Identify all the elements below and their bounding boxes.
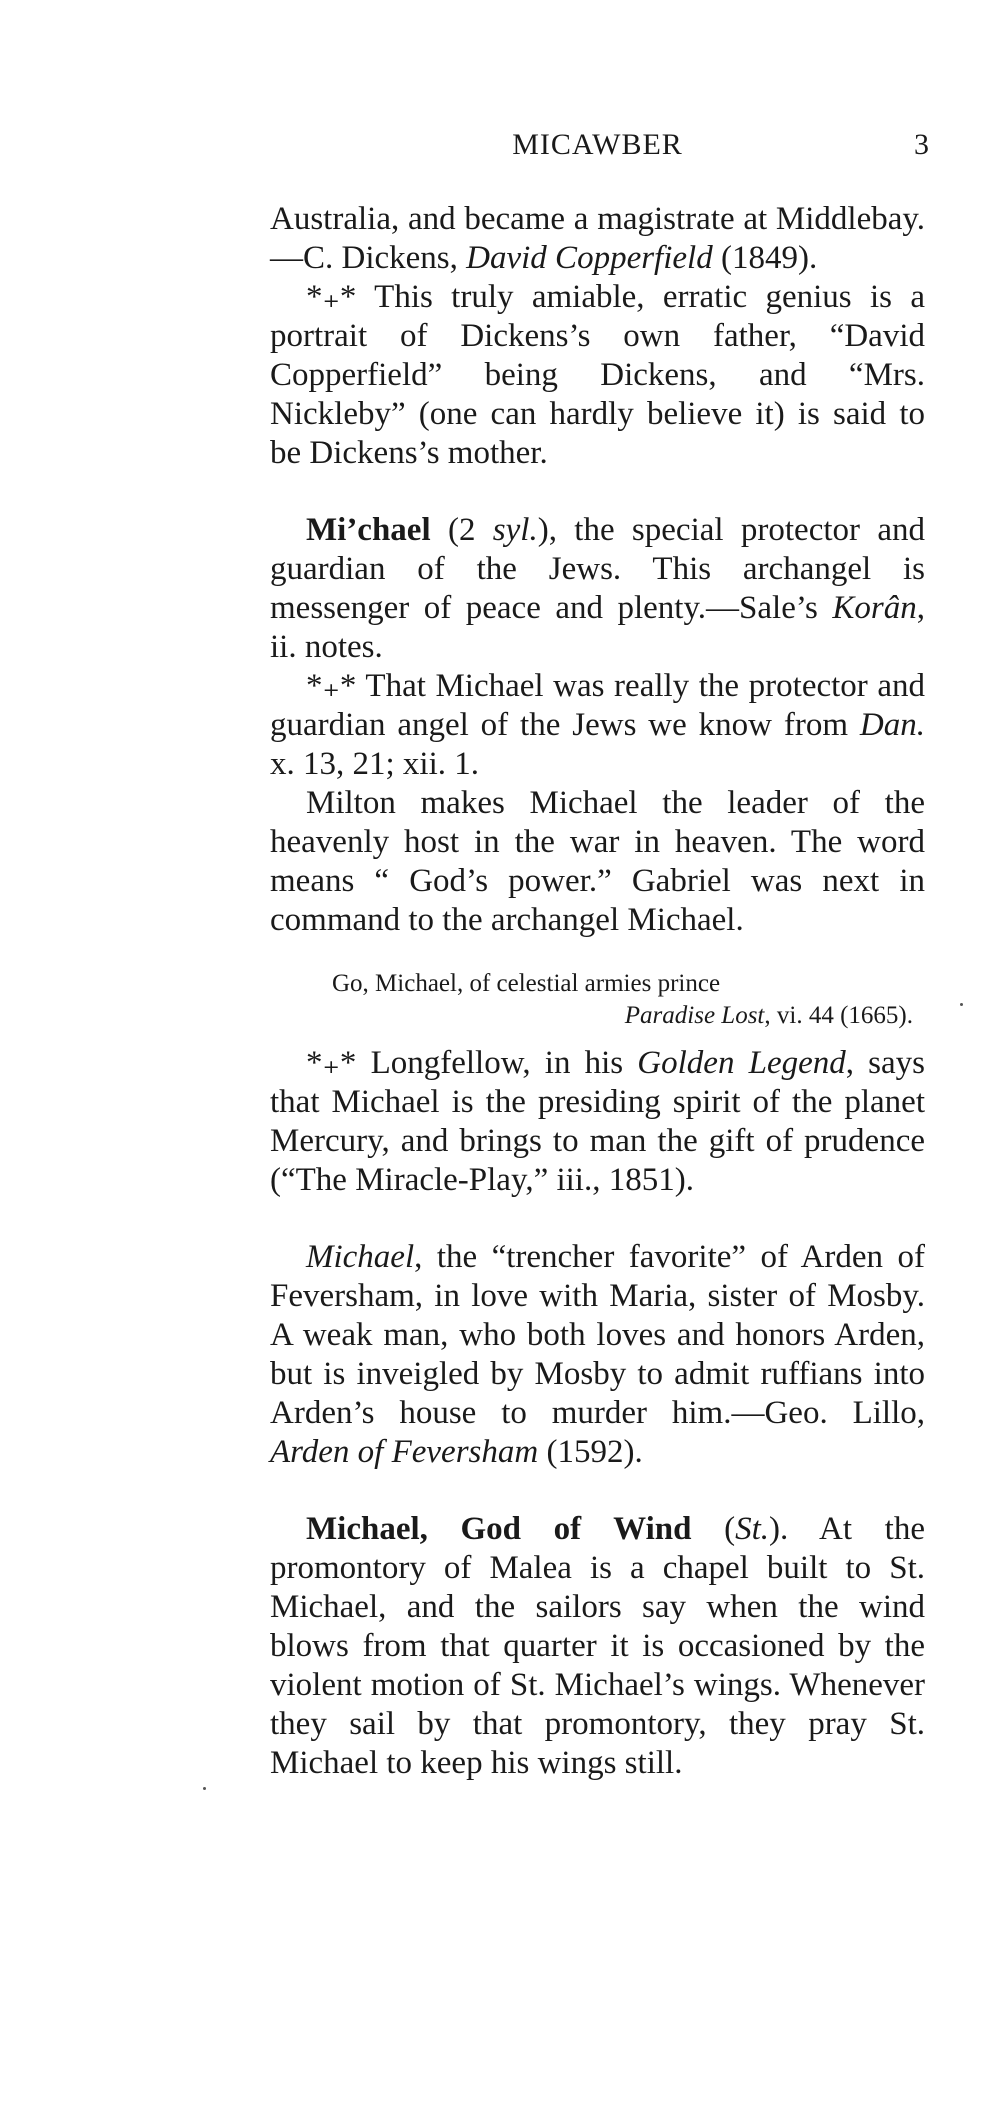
koran-title: Korân xyxy=(832,590,917,626)
michael-note-2-text-b: , says that Michael is the presiding spirit of the planet Mercury, and brings to man the gift of prudence (“The Miracle-Play,” iii., 1851). xyxy=(270,1045,925,1198)
syl-open: (2 xyxy=(430,512,493,548)
quote-line: Go, Michael, of celestial armies prince xyxy=(332,970,721,997)
headword-michael-arden: Michael xyxy=(306,1239,415,1275)
arden-work-title: Arden of Feversham xyxy=(270,1434,539,1470)
note-asterism: *₊* xyxy=(306,1045,371,1081)
syl-close: ), xyxy=(537,512,557,548)
paradise-lost-title: Paradise Lost xyxy=(624,1002,765,1029)
entry-michael-god-of-wind xyxy=(270,1510,925,1783)
daniel-ref: Dan. xyxy=(859,707,925,743)
syl-label: syl. xyxy=(492,512,538,548)
page-number: 3 xyxy=(914,128,929,161)
koran-ref: , ii. notes. xyxy=(270,590,925,665)
michael-milton-text: Milton makes Michael the leader of the heavenly host in the war in heaven. The word means “ God’s power.” Gabriel was next in command to the archangel Michael. xyxy=(270,785,925,938)
michael-note-1-text-a: That Michael was really the protector and guardian angel of the Jews we know from xyxy=(270,668,925,743)
entry-michael xyxy=(270,511,925,667)
quote-citation xyxy=(270,1000,925,1032)
michael-note-2 xyxy=(270,1044,925,1200)
entry-michael-arden xyxy=(270,1238,925,1472)
block-quote xyxy=(270,968,925,1032)
micawber-work-title: David Copperfield xyxy=(466,240,713,276)
st-close: ). xyxy=(769,1511,789,1547)
micawber-continuation xyxy=(270,200,925,278)
micawber-year: (1849). xyxy=(712,240,818,276)
page-body xyxy=(270,200,925,1783)
ink-speck xyxy=(203,1787,206,1790)
golden-legend-title: Golden Legend xyxy=(637,1045,846,1081)
running-head-title: MICAWBER xyxy=(512,128,683,161)
michael-wind-text: At the promontory of Malea is a chapel built to St. Michael, and the sailors say when the wind blows from that quarter it is occasioned by the violent motion of St. Michael’s wings. Whenever they sail by that promontory, they pray St. Michael to keep his wings still. xyxy=(270,1511,925,1781)
st-open: ( xyxy=(691,1511,736,1547)
michael-note-2-text-a: Longfellow, in his xyxy=(370,1045,638,1081)
michael-note-1-text-b: x. 13, 21; xii. 1. xyxy=(270,746,480,782)
headword-michael: Mi’chael xyxy=(306,512,431,548)
micawber-text: Australia, and became a magistrate at Middlebay.—C. Dickens, xyxy=(270,201,925,276)
headword-michael-god-of-wind: Michael, God of Wind xyxy=(306,1511,692,1547)
ink-speck xyxy=(960,1003,963,1006)
micawber-note xyxy=(270,278,925,473)
quote-reference: , vi. 44 (1665). xyxy=(764,1002,913,1029)
michael-note-1 xyxy=(270,667,925,784)
note-asterism: *₊* xyxy=(306,279,375,315)
arden-year: (1592). xyxy=(538,1434,643,1470)
note-asterism: *₊* xyxy=(306,668,366,704)
michael-definition: the special protector and guardian of the Jews. This archangel is messenger of peace and plenty.—Sale’s xyxy=(270,512,925,626)
running-head xyxy=(270,128,929,172)
michael-milton-paragraph xyxy=(270,784,925,940)
st-label: St. xyxy=(735,1511,769,1547)
micawber-note-text: This truly amiable, erratic genius is a portrait of Dickens’s own father, “David Copperfield” being Dickens, and “Mrs. Nickleby” (one can hardly believe it) is said to be Dickens’s mother. xyxy=(270,279,925,471)
michael-arden-text: , the “trencher favorite” of Arden of Feversham, in love with Maria, sister of Mosby. A weak man, who both loves and honors Arden, but is inveigled by Mosby to admit ruffians into Arden’s house to murder him.—Geo. Lillo, xyxy=(270,1239,925,1431)
